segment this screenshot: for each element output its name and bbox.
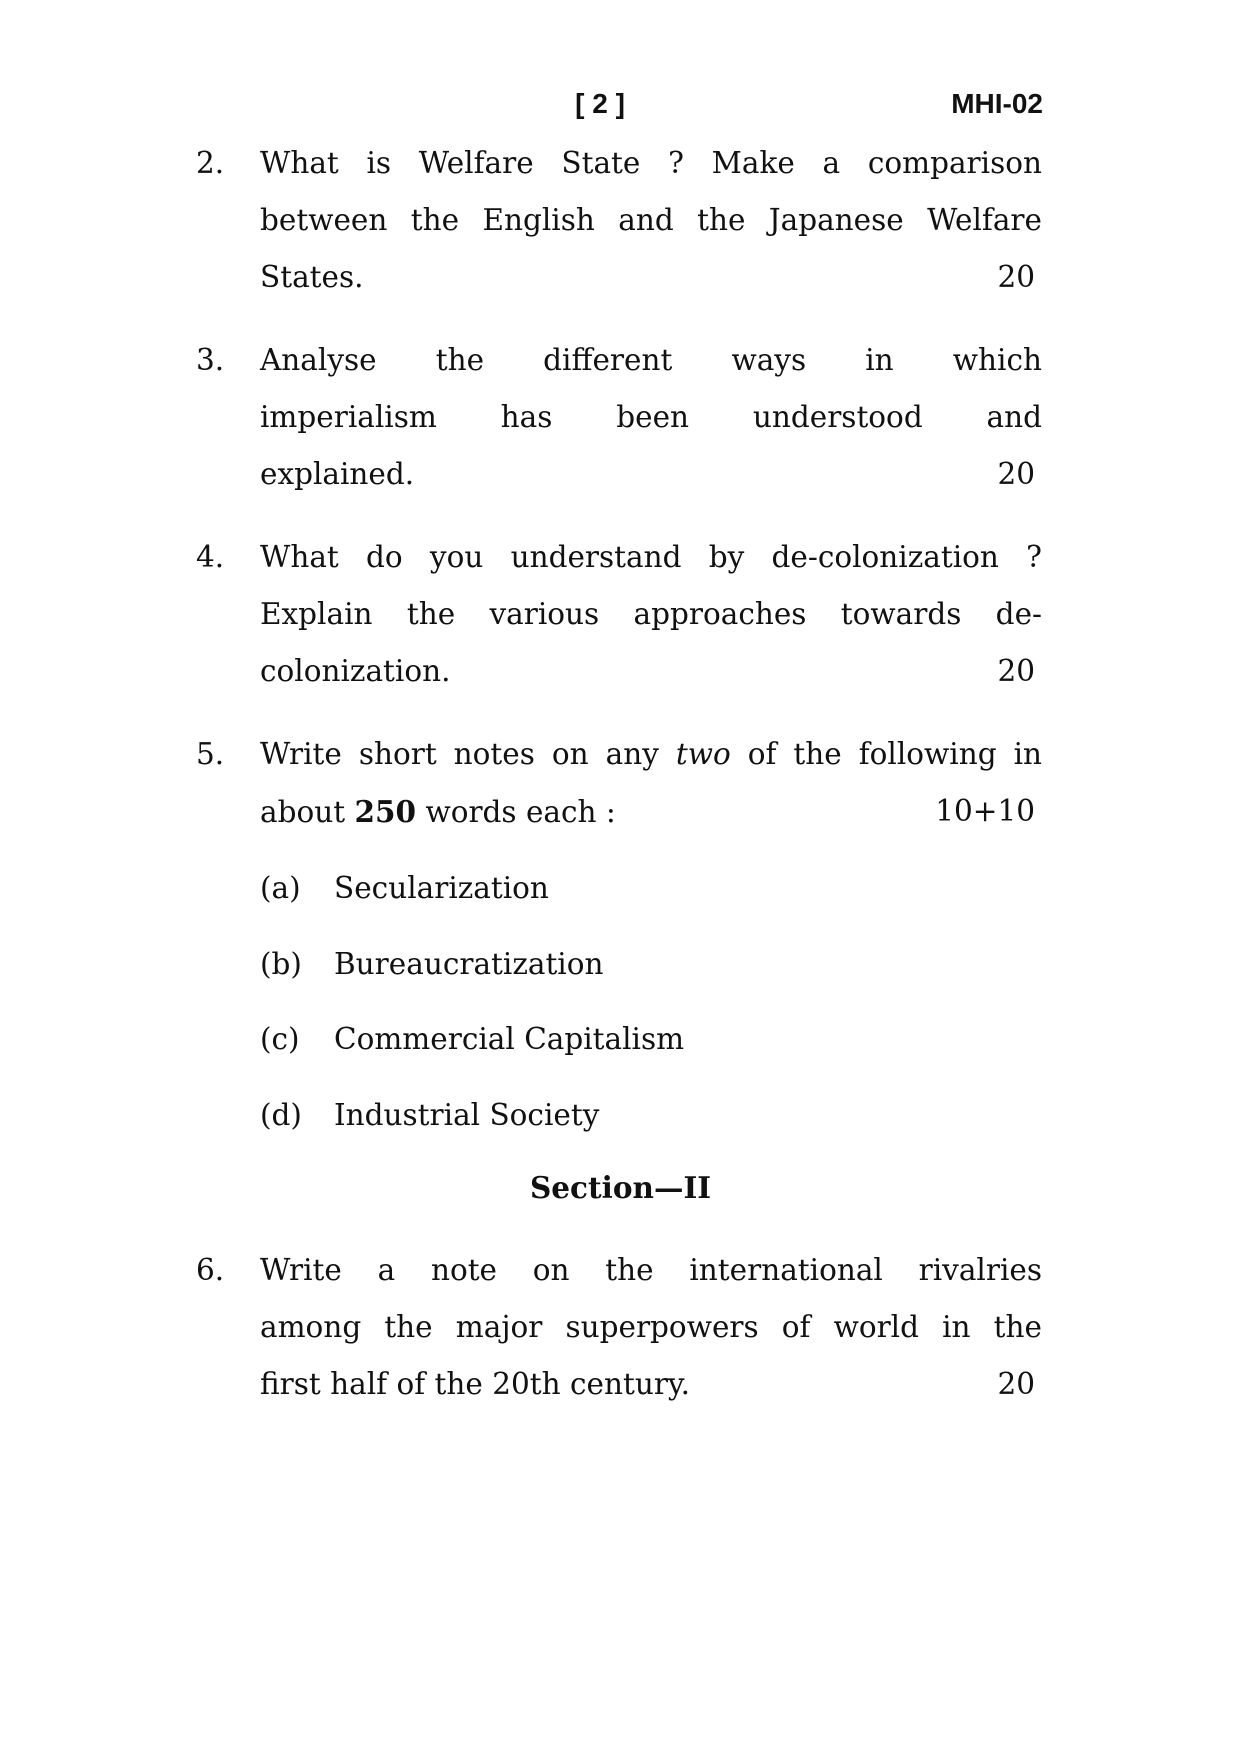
question-marks: 20 — [997, 457, 1035, 491]
question-line: Analyse the different ways in which — [260, 343, 1042, 377]
question-line — [260, 794, 1042, 829]
question-line: between the English and the Japanese Welfare — [260, 203, 1042, 237]
section-heading: Section—II — [529, 1170, 712, 1205]
question-line: What do you understand by de-colonization ? — [260, 540, 1042, 574]
text-segment: Write short notes on any — [260, 737, 676, 771]
option-label: (c) — [260, 1022, 300, 1056]
text-segment: about — [260, 795, 355, 829]
bold-text: 250 — [354, 794, 417, 829]
question-line: colonization. — [260, 654, 451, 688]
question-number: 5. — [196, 737, 225, 771]
question-number: 3. — [196, 343, 225, 377]
question-marks: 10+10 — [935, 794, 1035, 828]
text-segment: of the following in — [730, 737, 1043, 771]
option-label: (b) — [260, 947, 302, 981]
question-line: explained. — [260, 457, 415, 491]
page-number: [ 2 ] — [575, 88, 625, 119]
question-line: Write a note on the international rivalries — [260, 1253, 1042, 1287]
question-line: Explain the various approaches towards de- — [260, 597, 1042, 631]
question-marks: 20 — [997, 1367, 1035, 1401]
option-text: Industrial Society — [334, 1098, 600, 1132]
option-text: Commercial Capitalism — [334, 1022, 685, 1056]
question-line: What is Welfare State ? Make a comparison — [260, 146, 1042, 180]
question-marks: 20 — [997, 260, 1035, 294]
question-line: first half of the 20th century. — [260, 1367, 691, 1401]
question-number: 2. — [196, 146, 225, 180]
question-line — [260, 737, 1042, 771]
option-text: Secularization — [334, 871, 549, 905]
emphasis-text: two — [675, 737, 731, 771]
text-segment: words each : — [416, 795, 616, 829]
question-number: 6. — [196, 1253, 225, 1287]
question-line: among the major superpowers of world in the — [260, 1310, 1042, 1344]
option-label: (a) — [260, 871, 301, 905]
question-number: 4. — [196, 540, 225, 574]
paper-code: MHI-02 — [951, 88, 1043, 119]
question-line: imperialism has been understood and — [260, 400, 1042, 434]
question-marks: 20 — [997, 654, 1035, 688]
option-text: Bureaucratization — [334, 947, 604, 981]
option-label: (d) — [260, 1098, 302, 1132]
question-line: States. — [260, 260, 364, 294]
